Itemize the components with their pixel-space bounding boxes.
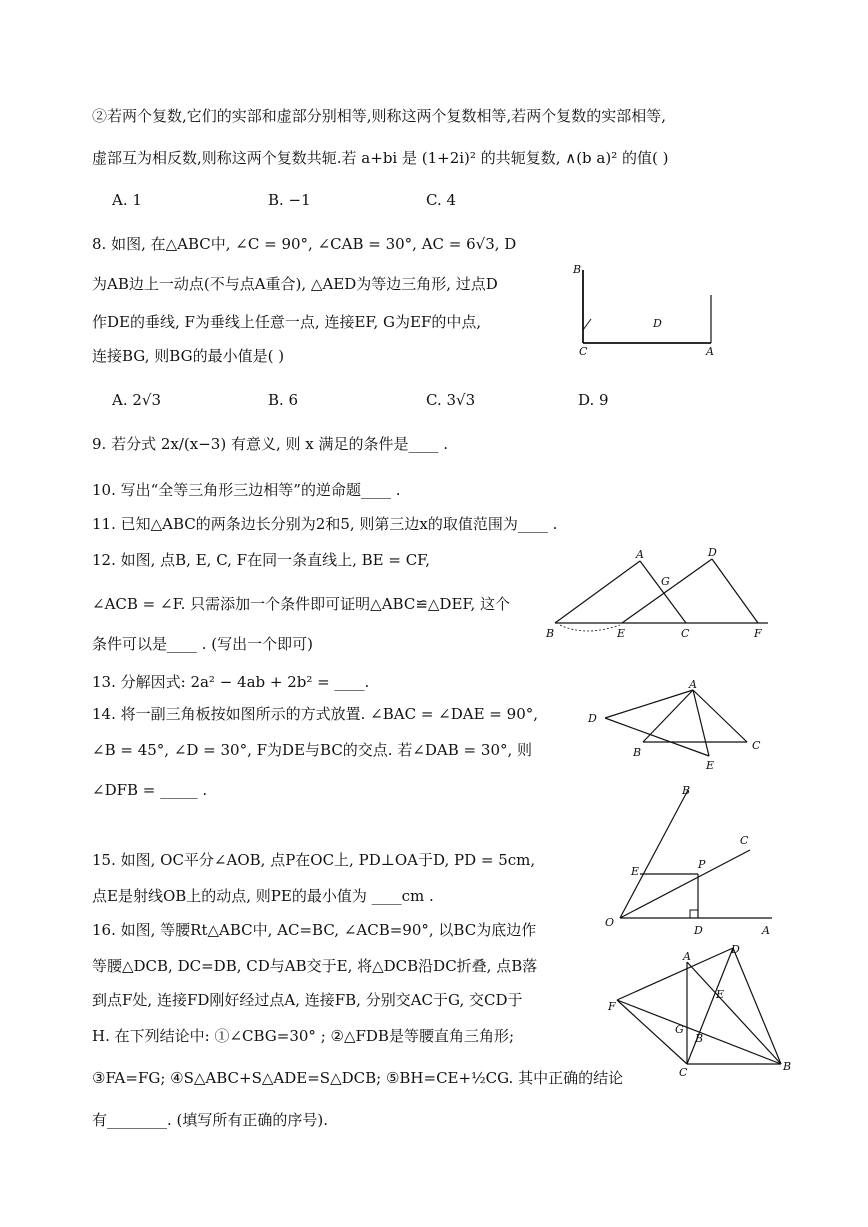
q7-option-c: C. 4: [426, 191, 457, 209]
q15-label-b: B: [682, 784, 691, 797]
q8-option-b: B. 6: [268, 391, 299, 409]
q7-line1: ②若两个复数,它们的实部和虚部分别相等,则称这两个复数相等,若两个复数的实部相等,: [92, 107, 667, 125]
q15-figure: [600, 780, 785, 940]
q14-label-a: A: [689, 678, 697, 691]
q12-label-e: E: [617, 627, 626, 640]
q16-line5: ③FA=FG; ④S△ABC+S△ADE=S△DCB; ⑤BH=CE+½CG. 其中正确的结论: [92, 1069, 624, 1087]
q8-label-b: B: [573, 263, 582, 276]
q15-label-o: O: [605, 916, 615, 929]
q15-label-c: C: [740, 834, 749, 847]
q8-label-a: A: [706, 345, 714, 358]
q16-label-d: D: [731, 943, 740, 956]
q12-label-f: F: [754, 627, 762, 640]
q14-label-c: C: [752, 739, 761, 752]
q14-line2: ∠B = 45°, ∠D = 30°, F为DE与BC的交点. 若∠DAB = 30°, 则: [92, 741, 533, 759]
q8-label-d: D: [653, 317, 662, 330]
q7-option-b: B. −1: [268, 191, 311, 209]
q15-label-e: E: [631, 865, 640, 878]
q16-label-f: F: [608, 1000, 616, 1013]
q11-line: 11. 已知△ABC的两条边长分别为2和5, 则第三边x的取值范围为____ .: [92, 515, 558, 533]
q12-label-g: G: [661, 575, 670, 588]
q12-line2: ∠ACB = ∠F. 只需添加一个条件即可证明△ABC≌△DEF, 这个: [92, 595, 511, 613]
q16-label-e: E: [716, 988, 725, 1001]
q12-label-d: D: [708, 546, 717, 559]
q9-line: 9. 若分式 2x/(x−3) 有意义, 则 x 满足的条件是____ .: [92, 435, 449, 453]
q8-line2: 为AB边上一动点(不与点A重合), △AED为等边三角形, 过点D: [92, 275, 498, 293]
q14-label-b: B: [633, 746, 642, 759]
q8-option-a: A. 2√3: [112, 391, 162, 409]
q8-line3: 作DE的垂线, F为垂线上任意一点, 连接EF, G为EF的中点,: [92, 313, 482, 331]
q15-label-p: P: [698, 858, 706, 871]
q16-line2: 等腰△DCB, DC=DB, CD与AB交于E, 将△DCB沿DC折叠, 点B落: [92, 957, 538, 975]
q14-label-d: D: [588, 712, 597, 725]
q16-line1: 16. 如图, 等腰Rt△ABC中, AC=BC, ∠ACB=90°, 以BC为底边作: [92, 921, 537, 939]
q8-figure: [565, 255, 730, 360]
q8-option-c: C. 3√3: [426, 391, 476, 409]
q13-line: 13. 分解因式: 2a² − 4ab + 2b² = ____.: [92, 673, 370, 691]
q8-label-c: C: [579, 345, 588, 358]
q8-option-d: D. 9: [578, 391, 609, 409]
q10-line: 10. 写出“全等三角形三边相等”的逆命题____ .: [92, 481, 401, 499]
q12-label-b: B: [546, 627, 555, 640]
q16-label-a: A: [683, 950, 691, 963]
q15-line2: 点E是射线OB上的动点, 则PE的最小值为 ____cm .: [92, 887, 434, 905]
q14-figure: [585, 678, 770, 773]
q7-option-a: A. 1: [112, 191, 142, 209]
q8-line4: 连接BG, 则BG的最小值是( ): [92, 347, 285, 365]
q12-figure: [540, 545, 790, 650]
q16-label-h: B: [695, 1032, 704, 1045]
q12-label-a: A: [636, 548, 644, 561]
q14-line3: ∠DFB = _____ .: [92, 781, 208, 799]
q14-line1: 14. 将一副三角板按如图所示的方式放置. ∠BAC = ∠DAE = 90°,: [92, 705, 539, 723]
q12-line3: 条件可以是____ . (写出一个即可): [92, 635, 314, 653]
q15-label-a: A: [762, 924, 770, 937]
q15-label-d: D: [694, 924, 703, 937]
q12-label-c: C: [681, 627, 690, 640]
q16-line6: 有________. (填写所有正确的序号).: [92, 1111, 329, 1129]
q15-line1: 15. 如图, OC平分∠AOB, 点P在OC上, PD⊥OA于D, PD = 5cm,: [92, 851, 536, 869]
q8-line1: 8. 如图, 在△ABC中, ∠C = 90°, ∠CAB = 30°, AC = 6√3, D: [92, 235, 517, 253]
q16-figure: [605, 940, 795, 1080]
q16-line4: H. 在下列结论中: ①∠CBG=30° ; ②△FDB是等腰直角三角形;: [92, 1027, 515, 1045]
q7-line2: 虚部互为相反数,则称这两个复数共轭.若 a+bi 是 (1+2i)² 的共轭复数, ∧(b a)² 的值( ): [92, 149, 669, 167]
q16-label-g: G: [675, 1023, 684, 1036]
q16-label-c: C: [679, 1066, 688, 1079]
q12-line1: 12. 如图, 点B, E, C, F在同一条直线上, BE = CF,: [92, 551, 431, 569]
q16-line3: 到点F处, 连接FD刚好经过点A, 连接FB, 分别交AC于G, 交CD于: [92, 991, 523, 1009]
q14-label-e: E: [706, 759, 715, 772]
q16-label-b: B: [783, 1060, 792, 1073]
